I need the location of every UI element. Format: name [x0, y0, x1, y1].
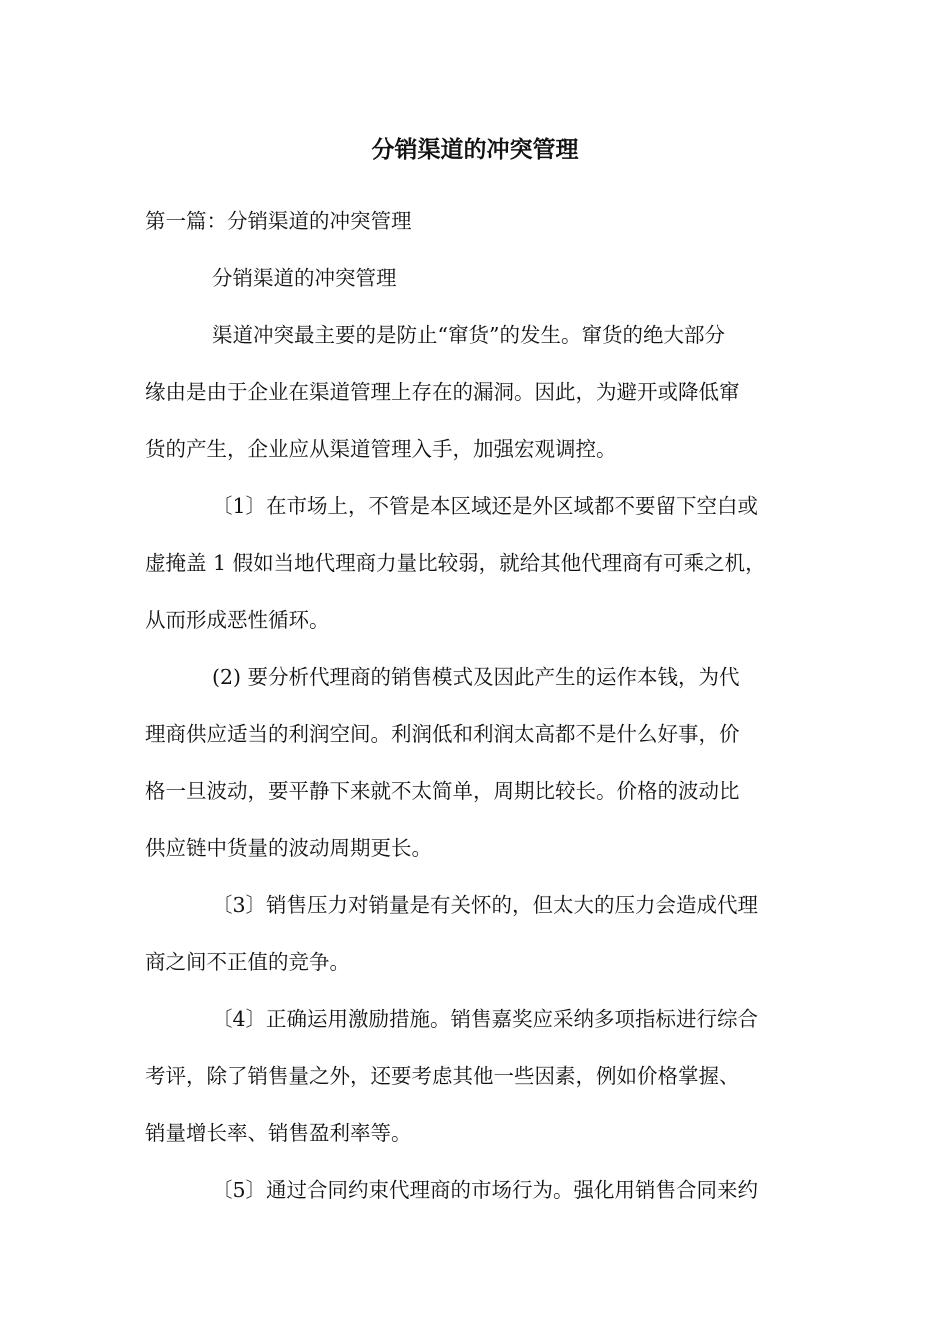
paragraph-line: 考评，除了销售量之外，还要考虑其他一些因素，例如价格掌握、 — [145, 1064, 740, 1088]
paragraph-line: 〔1〕在市场上，不管是本区域还是外区域都不要留下空白或 — [212, 494, 759, 518]
paragraph-line: 渠道冲突最主要的是防止“窜货”的发生。窜货的绝大部分 — [212, 323, 725, 347]
section-heading: 第一篇：分销渠道的冲突管理 — [145, 209, 412, 233]
paragraph-line: (2) 要分析代理商的销售模式及因此产生的运作本钱，为代 — [212, 665, 740, 689]
paragraph-line: 商之间不正值的竞争。 — [145, 950, 350, 974]
paragraph-line: 缘由是由于企业在渠道管理上存在的漏洞。因此，为避开或降低窜 — [145, 380, 740, 404]
paragraph-line: 〔5〕通过合同约束代理商的市场行为。强化用销售合同来约 — [212, 1178, 759, 1202]
paragraph-line: 销量增长率、销售盈利率等。 — [145, 1121, 412, 1145]
paragraph-line: 供应链中货量的波动周期更长。 — [145, 836, 432, 860]
subsection-heading: 分销渠道的冲突管理 — [212, 266, 397, 290]
paragraph-line: 〔3〕销售压力对销量是有关怀的，但太大的压力会造成代理 — [212, 893, 759, 917]
paragraph-line: 从而形成恶性循环。 — [145, 608, 330, 632]
paragraph-line: 理商供应适当的利润空间。利润低和利润太高都不是什么好事，价 — [145, 722, 740, 746]
paragraph-line: 货的产生，企业应从渠道管理入手，加强宏观调控。 — [145, 437, 617, 461]
paragraph-line: 虚掩盖 1 假如当地代理商力量比较弱，就给其他代理商有可乘之机， — [145, 551, 766, 575]
paragraph-line: 〔4〕正确运用激励措施。销售嘉奖应采纳多项指标进行综合 — [212, 1007, 759, 1031]
paragraph-line: 格一旦波动，要平静下来就不太简单，周期比较长。价格的波动比 — [145, 779, 740, 803]
document-title: 分销渠道的冲突管理 — [371, 137, 579, 163]
